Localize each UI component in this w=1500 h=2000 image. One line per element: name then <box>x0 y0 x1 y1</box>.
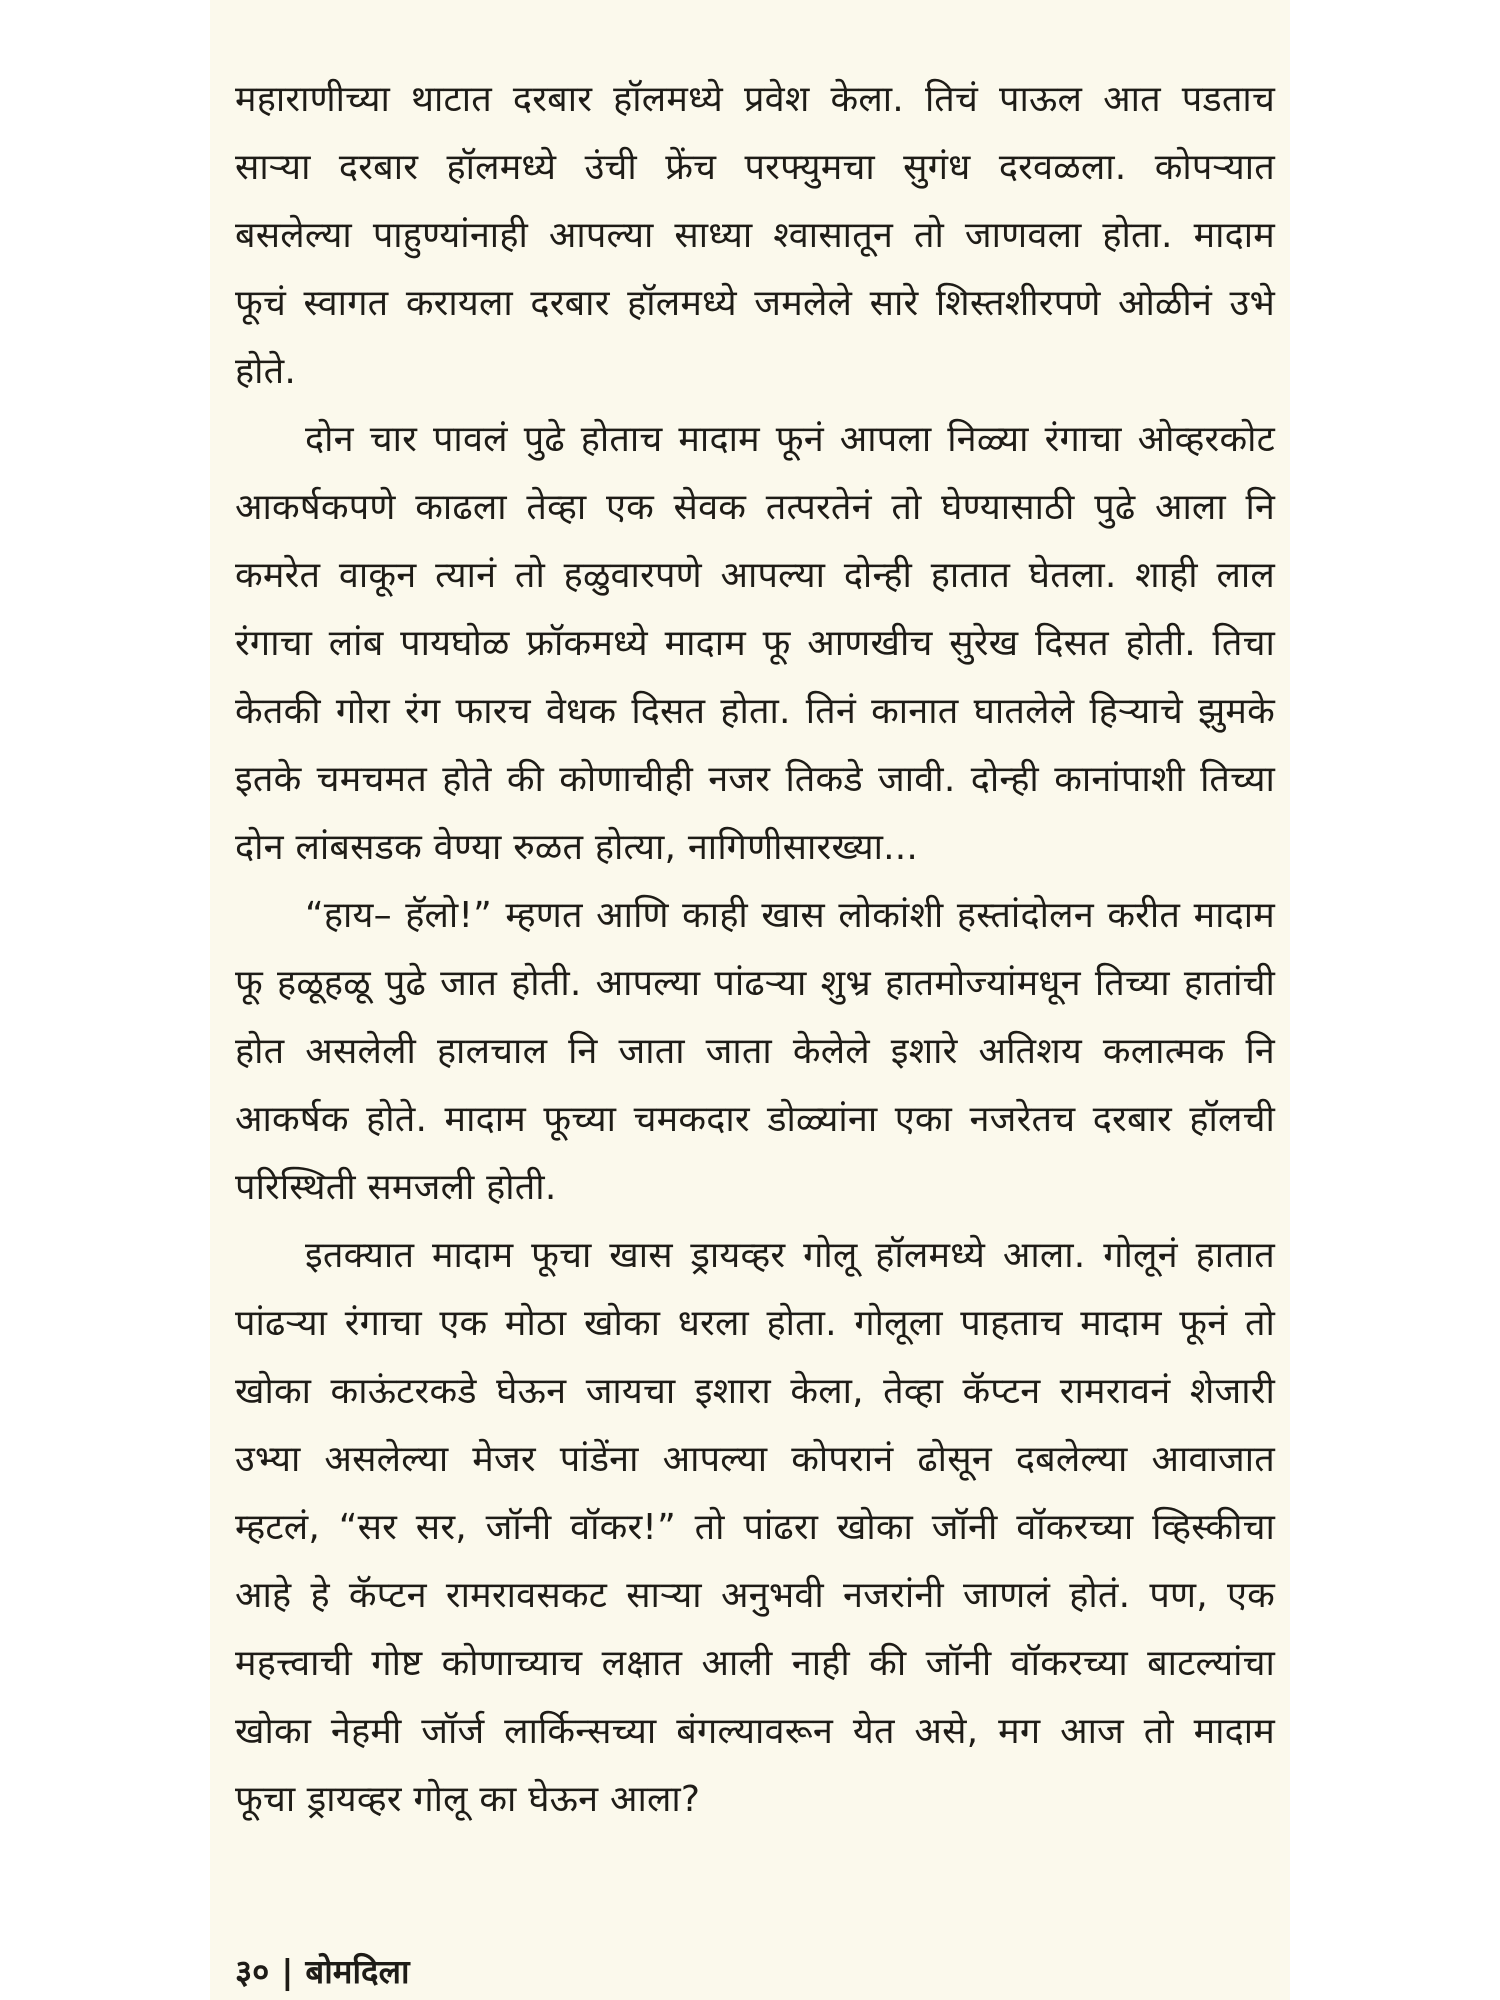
text-line: परिस्थिती समजली होती. <box>235 1167 557 1208</box>
text-line: खोका नेहमी जॉर्ज लार्किन्सच्या बंगल्यावरून येत असे, मग आज तो मादाम <box>235 1711 1275 1752</box>
text-line: इतके चमचमत होते की कोणाचीही नजर तिकडे जावी. दोन्ही कानांपाशी तिच्या <box>235 759 1275 800</box>
text-line: होत असलेली हालचाल नि जाता जाता केलेले इशारे अतिशय कलात्मक नि <box>235 1031 1275 1072</box>
paragraph-first-line: दोन चार पावलं पुढे होताच मादाम फूनं आपला निळ्या रंगाचा ओव्हरकोट <box>305 419 1275 460</box>
text-line: दोन लांबसडक वेण्या रुळत होत्या, नागिणीसारख्या... <box>235 827 919 868</box>
text-line: म्हटलं, “सर सर, जॉनी वॉकर!” तो पांढरा खोका जॉनी वॉकरच्या व्हिस्कीचा <box>235 1507 1275 1548</box>
text-line: महाराणीच्या थाटात दरबार हॉलमध्ये प्रवेश केला. तिचं पाऊल आत पडताच <box>235 79 1275 120</box>
page-footer <box>235 1952 410 1992</box>
text-line: फू हळूहळू पुढे जात होती. आपल्या पांढऱ्या शुभ्र हातमोज्यांमधून तिच्या हातांची <box>235 963 1275 1004</box>
text-line: फूचा ड्रायव्हर गोलू का घेऊन आला? <box>235 1779 701 1820</box>
text-line: आकर्षकपणे काढला तेव्हा एक सेवक तत्परतेनं तो घेण्यासाठी पुढे आला नि <box>235 487 1275 528</box>
text-line: आकर्षक होते. मादाम फूच्या चमकदार डोळ्यांना एका नजरेतच दरबार हॉलची <box>235 1099 1275 1140</box>
text-line: बसलेल्या पाहुण्यांनाही आपल्या साध्या श्वासातून तो जाणवला होता. मादाम <box>235 215 1275 256</box>
book-title: बोमदिला <box>305 1952 410 1991</box>
text-line: रंगाचा लांब पायघोळ फ्रॉकमध्ये मादाम फू आणखीच सुरेख दिसत होती. तिचा <box>235 623 1275 664</box>
text-line: केतकी गोरा रंग फारच वेधक दिसत होता. तिनं कानात घातलेले हिऱ्याचे झुमके <box>235 691 1275 732</box>
text-line: होते. <box>235 351 297 392</box>
text-line: खोका काऊंटरकडे घेऊन जायचा इशारा केला, तेव्हा कॅप्टन रामरावनं शेजारी <box>235 1371 1275 1412</box>
text-line: महत्त्वाची गोष्ट कोणाच्याच लक्षात आली नाही की जॉनी वॉकरच्या बाटल्यांचा <box>235 1643 1275 1684</box>
text-line: साऱ्या दरबार हॉलमध्ये उंची फ्रेंच परफ्युमचा सुगंध दरवळला. कोपऱ्यात <box>235 147 1275 188</box>
text-line: आहे हे कॅप्टन रामरावसकट साऱ्या अनुभवी नजरांनी जाणलं होतं. पण, एक <box>235 1575 1275 1616</box>
text-line: फूचं स्वागत करायला दरबार हॉलमध्ये जमलेले सारे शिस्तशीरपणे ओळीनं उभे <box>235 283 1275 324</box>
footer-separator: | <box>281 1952 294 1991</box>
paragraph-first-line: इतक्यात मादाम फूचा खास ड्रायव्हर गोलू हॉलमध्ये आला. गोलूनं हातात <box>305 1235 1275 1276</box>
page-number: ३० <box>235 1952 270 1991</box>
text-line: उभ्या असलेल्या मेजर पांडेंना आपल्या कोपरानं ढोसून दबलेल्या आवाजात <box>235 1439 1275 1480</box>
paragraph-first-line: “हाय– हॅलो!” म्हणत आणि काही खास लोकांशी हस्तांदोलन करीत मादाम <box>305 895 1275 936</box>
text-line: पांढऱ्या रंगाचा एक मोठा खोका धरला होता. गोलूला पाहताच मादाम फूनं तो <box>235 1303 1275 1344</box>
text-line: कमरेत वाकून त्यानं तो हळुवारपणे आपल्या दोन्ही हातात घेतला. शाही लाल <box>235 555 1275 596</box>
